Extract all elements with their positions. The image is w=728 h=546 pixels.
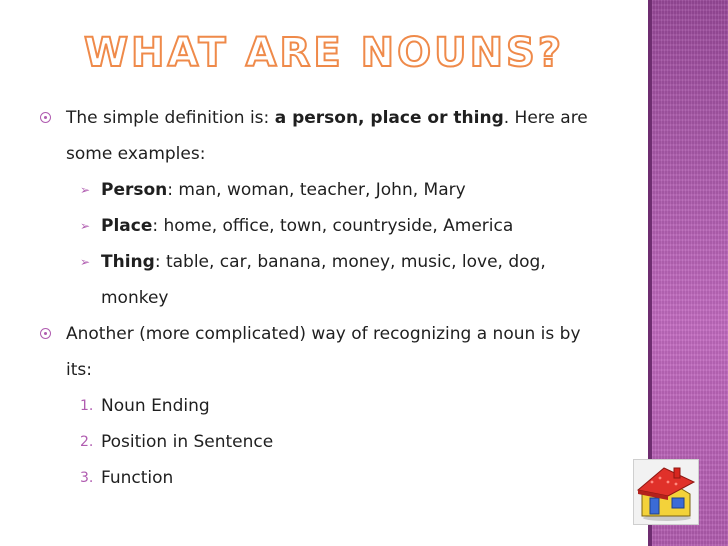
house-clipart bbox=[634, 460, 698, 524]
example-term: Place bbox=[101, 216, 153, 236]
way-text: Function bbox=[101, 468, 174, 488]
list-number: 3. bbox=[80, 470, 94, 486]
circle-bullet-icon bbox=[40, 328, 51, 339]
example-place bbox=[40, 208, 600, 244]
house-icon bbox=[633, 459, 699, 525]
slide-content bbox=[40, 100, 600, 496]
list-number: 1. bbox=[80, 398, 94, 414]
arrow-bullet-icon: ➢ bbox=[80, 219, 91, 233]
list-number: 2. bbox=[80, 434, 94, 450]
bullet-recognition bbox=[40, 316, 600, 388]
way-item-2 bbox=[40, 424, 600, 460]
way-text: Noun Ending bbox=[101, 396, 210, 416]
arrow-bullet-icon: ➢ bbox=[80, 183, 91, 197]
recognition-text: Another (more complicated) way of recognizing a noun is by its: bbox=[66, 324, 581, 380]
example-text: : table, car, banana, money, music, love, dog, monkey bbox=[101, 252, 546, 308]
example-text: : man, woman, teacher, John, Mary bbox=[167, 180, 466, 200]
example-term: Person bbox=[101, 180, 168, 200]
arrow-bullet-icon: ➢ bbox=[80, 255, 91, 269]
example-thing bbox=[40, 244, 600, 316]
example-text: : home, office, town, countryside, America bbox=[152, 216, 514, 236]
circle-bullet-icon bbox=[40, 112, 51, 123]
way-item-1 bbox=[40, 388, 600, 424]
example-term: Thing bbox=[101, 252, 155, 272]
example-person bbox=[40, 172, 600, 208]
bullet-definition bbox=[40, 100, 600, 172]
slide-title: WHAT ARE NOUNS? bbox=[83, 30, 565, 76]
definition-text: The simple definition is: bbox=[66, 108, 275, 128]
definition-tail: . Here are some examples: bbox=[66, 108, 588, 164]
way-text: Position in Sentence bbox=[101, 432, 274, 452]
way-item-3 bbox=[40, 460, 600, 496]
definition-emphasis: a person, place or thing bbox=[274, 108, 504, 128]
